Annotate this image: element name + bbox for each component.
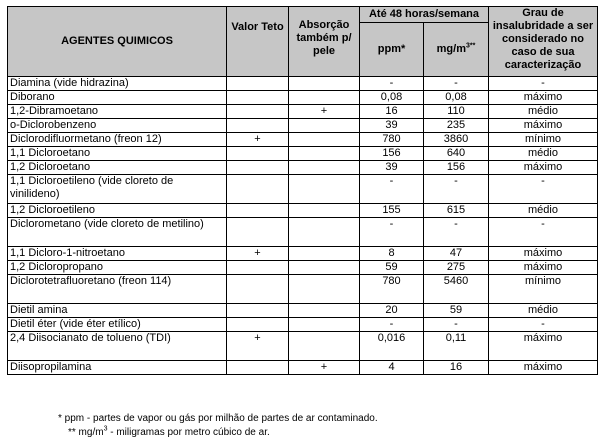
mg-m3-cell: 0,11 — [424, 332, 489, 361]
table-row — [8, 91, 598, 105]
table-row — [8, 218, 598, 247]
table-row — [8, 204, 598, 218]
mg-m3-cell: 235 — [424, 119, 489, 133]
mg-m3-cell: 59 — [424, 304, 489, 318]
ppm-cell: - — [360, 77, 424, 91]
table-row — [8, 133, 598, 147]
header-grau-insalubridade: Grau de insalubridade a ser considerado no caso de sua caracterização — [489, 7, 598, 77]
agent-name-cell: Diclorodifluormetano (freon 12) — [8, 133, 227, 147]
mg-m3-cell: 640 — [424, 147, 489, 161]
absorcao-pele-cell: + — [289, 105, 360, 119]
grau-cell: - — [489, 77, 598, 91]
agent-name-cell: Diisopropilamina — [8, 361, 227, 375]
ppm-cell: - — [360, 318, 424, 332]
grau-cell: máximo — [489, 332, 598, 361]
agent-name-cell: Diclorotetrafluoretano (freon 114) — [8, 275, 227, 304]
mg-m3-cell: - — [424, 77, 489, 91]
header-ppm: ppm* — [360, 23, 424, 77]
valor-teto-cell — [227, 218, 289, 247]
table-row — [8, 147, 598, 161]
ppm-cell: 20 — [360, 304, 424, 318]
chemical-agents-table — [7, 6, 598, 375]
ppm-cell: - — [360, 175, 424, 204]
mg-m3-cell: 156 — [424, 161, 489, 175]
agent-name-cell: 1,1 Dicloro-1-nitroetano — [8, 247, 227, 261]
ppm-cell: 59 — [360, 261, 424, 275]
mg-m3-cell: - — [424, 218, 489, 247]
absorcao-pele-cell: + — [289, 361, 360, 375]
ppm-cell: 4 — [360, 361, 424, 375]
header-mg-m3: $mg/m^{3**}$ — [424, 23, 489, 77]
agent-name-cell: 1,1 Dicloroetano — [8, 147, 227, 161]
valor-teto-cell: + — [227, 247, 289, 261]
table-row — [8, 261, 598, 275]
absorcao-pele-cell — [289, 332, 360, 361]
valor-teto-cell — [227, 204, 289, 218]
grau-cell: máximo — [489, 261, 598, 275]
absorcao-pele-cell — [289, 204, 360, 218]
mg-m3-cell: - — [424, 175, 489, 204]
grau-cell: - — [489, 175, 598, 204]
absorcao-pele-cell — [289, 77, 360, 91]
table-row — [8, 318, 598, 332]
valor-teto-cell — [227, 275, 289, 304]
agent-name-cell: Diborano — [8, 91, 227, 105]
footnotes — [58, 412, 378, 440]
valor-teto-cell — [227, 304, 289, 318]
table-body — [8, 77, 598, 375]
footnote-ppm: * ppm - partes de vapor ou gás por milhão de partes de ar contaminado. — [58, 413, 378, 424]
agent-name-cell: Diclorometano (vide cloreto de metilino) — [8, 218, 227, 247]
ppm-cell: 780 — [360, 275, 424, 304]
grau-cell: máximo — [489, 361, 598, 375]
grau-cell: máximo — [489, 161, 598, 175]
valor-teto-cell — [227, 77, 289, 91]
absorcao-pele-cell — [289, 91, 360, 105]
valor-teto-cell — [227, 318, 289, 332]
grau-cell: médio — [489, 304, 598, 318]
mg-m3-cell: 0,08 — [424, 91, 489, 105]
mg-m3-cell: 110 — [424, 105, 489, 119]
absorcao-pele-cell — [289, 119, 360, 133]
agent-name-cell: Dietil amina — [8, 304, 227, 318]
table-row — [8, 361, 598, 375]
grau-cell: mínimo — [489, 133, 598, 147]
agent-name-cell: 1,2 Dicloropropano — [8, 261, 227, 275]
valor-teto-cell — [227, 119, 289, 133]
mg-m3-cell: 5460 — [424, 275, 489, 304]
ppm-cell: - — [360, 218, 424, 247]
absorcao-pele-cell — [289, 218, 360, 247]
table-row — [8, 304, 598, 318]
mg-m3-cell: 3860 — [424, 133, 489, 147]
ppm-cell: 8 — [360, 247, 424, 261]
grau-cell: médio — [489, 204, 598, 218]
grau-cell: máximo — [489, 119, 598, 133]
valor-teto-cell — [227, 105, 289, 119]
mg-m3-cell: 275 — [424, 261, 489, 275]
valor-teto-cell: + — [227, 133, 289, 147]
header-absorcao-pele: Absorção também p/ pele — [289, 7, 360, 77]
absorcao-pele-cell — [289, 147, 360, 161]
mg-m3-cell: - — [424, 318, 489, 332]
absorcao-pele-cell — [289, 175, 360, 204]
grau-cell: médio — [489, 105, 598, 119]
ppm-cell: 16 — [360, 105, 424, 119]
mg-m3-cell: 16 — [424, 361, 489, 375]
ppm-cell: 0,08 — [360, 91, 424, 105]
ppm-cell: 155 — [360, 204, 424, 218]
table-row — [8, 161, 598, 175]
grau-cell: - — [489, 318, 598, 332]
agent-name-cell: o-Diclorobenzeno — [8, 119, 227, 133]
table-row — [8, 247, 598, 261]
ppm-cell: 0,016 — [360, 332, 424, 361]
ppm-cell: 39 — [360, 119, 424, 133]
agent-name-cell: 1,1 Dicloroetileno (vide cloreto de vinilideno) — [8, 175, 227, 204]
absorcao-pele-cell — [289, 275, 360, 304]
valor-teto-cell — [227, 147, 289, 161]
valor-teto-cell: + — [227, 332, 289, 361]
absorcao-pele-cell — [289, 161, 360, 175]
valor-teto-cell — [227, 91, 289, 105]
table-row — [8, 119, 598, 133]
valor-teto-cell — [227, 161, 289, 175]
grau-cell: máximo — [489, 247, 598, 261]
grau-cell: mínimo — [489, 275, 598, 304]
ppm-cell: 39 — [360, 161, 424, 175]
absorcao-pele-cell — [289, 318, 360, 332]
mg-m3-cell: 615 — [424, 204, 489, 218]
grau-cell: máximo — [489, 91, 598, 105]
absorcao-pele-cell — [289, 133, 360, 147]
agent-name-cell: 1,2 Dicloroetano — [8, 161, 227, 175]
agent-name-cell: 1,2 Dicloroetileno — [8, 204, 227, 218]
header-valor-teto: Valor Teto — [227, 7, 289, 77]
agent-name-cell: 1,2-Dibramoetano — [8, 105, 227, 119]
absorcao-pele-cell — [289, 247, 360, 261]
agent-name-cell: Dietil éter (vide éter etílico) — [8, 318, 227, 332]
agent-name-cell: 2,4 Diisocianato de tolueno (TDI) — [8, 332, 227, 361]
valor-teto-cell — [227, 175, 289, 204]
table-row — [8, 332, 598, 361]
absorcao-pele-cell — [289, 304, 360, 318]
agent-name-cell: Diamina (vide hidrazina) — [8, 77, 227, 91]
footnote-mg-m3: ** $mg/m^3$ - miligramas por metro cúbico de ar. — [68, 425, 270, 438]
grau-cell: - — [489, 218, 598, 247]
absorcao-pele-cell — [289, 261, 360, 275]
table-row — [8, 175, 598, 204]
ppm-cell: 156 — [360, 147, 424, 161]
ppm-cell: 780 — [360, 133, 424, 147]
valor-teto-cell — [227, 261, 289, 275]
header-ate-48-horas: Até 48 horas/semana — [360, 7, 489, 23]
table-row — [8, 77, 598, 91]
grau-cell: médio — [489, 147, 598, 161]
header-agentes: AGENTES QUIMICOS — [8, 7, 227, 77]
table-row — [8, 105, 598, 119]
mg-m3-cell: 47 — [424, 247, 489, 261]
valor-teto-cell — [227, 361, 289, 375]
table-row — [8, 275, 598, 304]
